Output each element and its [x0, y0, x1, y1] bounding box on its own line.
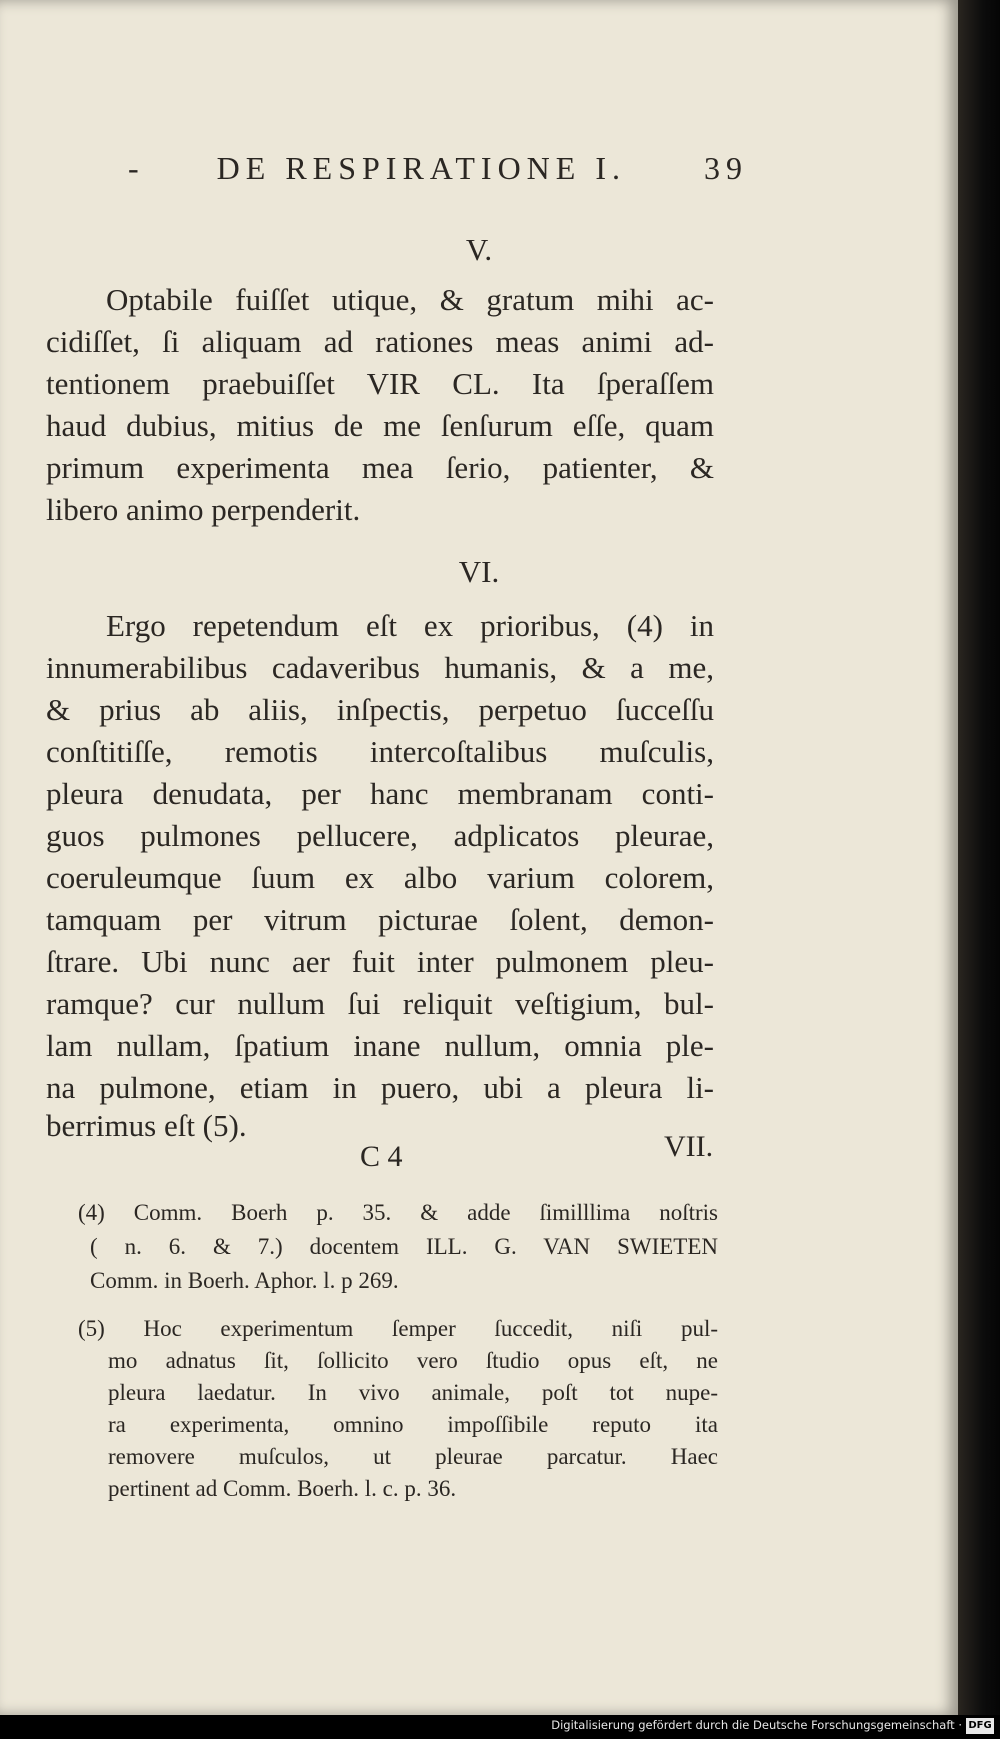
running-title: DE RESPIRATIONE I. [216, 150, 626, 186]
footnote-line: Comm. in Boerh. Aphor. l. p 269. [90, 1268, 399, 1293]
text-line: primum experimenta mea ſerio, patienter, & [46, 450, 714, 485]
text-line: berrimus eſt (5). [46, 1108, 247, 1143]
footnote-line: removere muſculos, ut pleurae parcatur. Haec [108, 1444, 718, 1469]
catchword: VII. [664, 1130, 714, 1163]
text-line: ſtrare. Ubi nunc aer fuit inter pulmonem pleu- [46, 944, 714, 979]
funding-credit: Digitalisierung gefördert durch die Deutsche Forschungsgemeinschaft · [551, 1718, 962, 1732]
page-number: 39 [703, 150, 748, 186]
digitization-footer [0, 1715, 1000, 1739]
signature-mark: C 4 [360, 1140, 403, 1173]
text-line: guos pulmones pellucere, adplicatos pleurae, [46, 818, 714, 853]
footnote-line: pleura laedatur. In vivo animale, poſt tot nupe- [108, 1380, 718, 1405]
text-line: cidiſſet, ſi aliquam ad rationes meas animi ad- [46, 324, 714, 359]
text-line: innumerabilibus cadaveribus humanis, & a me, [46, 650, 714, 685]
running-header [128, 150, 748, 187]
footnote-line: (5) Hoc experimentum ſemper ſuccedit, niſi pul- [78, 1316, 718, 1341]
text-line: Optabile fuiſſet utique, & gratum mihi ac- [106, 282, 714, 317]
text-line: Ergo repetendum eſt ex prioribus, (4) in [106, 608, 714, 643]
section-heading-v: V. [465, 232, 493, 267]
text-line: ramque? cur nullum ſui reliquit veſtigium, bul- [46, 986, 714, 1021]
dfg-logo-icon: DFG [966, 1718, 994, 1734]
text-line: coeruleumque ſuum ex albo varium colorem, [46, 860, 714, 895]
text-line: conſtitiſſe, remotis intercoſtalibus muſculis, [46, 734, 714, 769]
footnote-line: pertinent ad Comm. Boerh. l. c. p. 36. [108, 1476, 457, 1501]
text-line: pleura denudata, per hanc membranam conti- [46, 776, 714, 811]
footnote-line: ra experimenta, omnino impoſſibile reputo ita [108, 1412, 718, 1437]
text-line: libero animo perpenderit. [46, 492, 361, 527]
header-dash: - [128, 150, 139, 186]
footnote-line: (4) Comm. Boerh p. 35. & adde ſimilllima noſtris [78, 1200, 718, 1225]
text-line: haud dubius, mitius de me ſenſurum eſſe, quam [46, 408, 714, 443]
text-line: tentionem praebuiſſet VIR CL. Ita ſperaſſem [46, 366, 714, 401]
footnote-line: mo adnatus ſit, ſollicito vero ſtudio opus eſt, ne [108, 1348, 718, 1373]
text-line: lam nullam, ſpatium inane nullum, omnia ple- [46, 1028, 714, 1063]
page-edge-shadow [958, 0, 1000, 1715]
footnote-line: ( n. 6. & 7.) docentem ILL. G. VAN SWIETEN [90, 1234, 718, 1259]
section-heading-vi: VI. [458, 554, 500, 589]
text-line: & prius ab aliis, inſpectis, perpetuo ſucceſſu [46, 692, 714, 727]
text-line: tamquam per vitrum picturae ſolent, demon- [46, 902, 714, 937]
text-line: na pulmone, etiam in puero, ubi a pleura li- [46, 1070, 714, 1105]
